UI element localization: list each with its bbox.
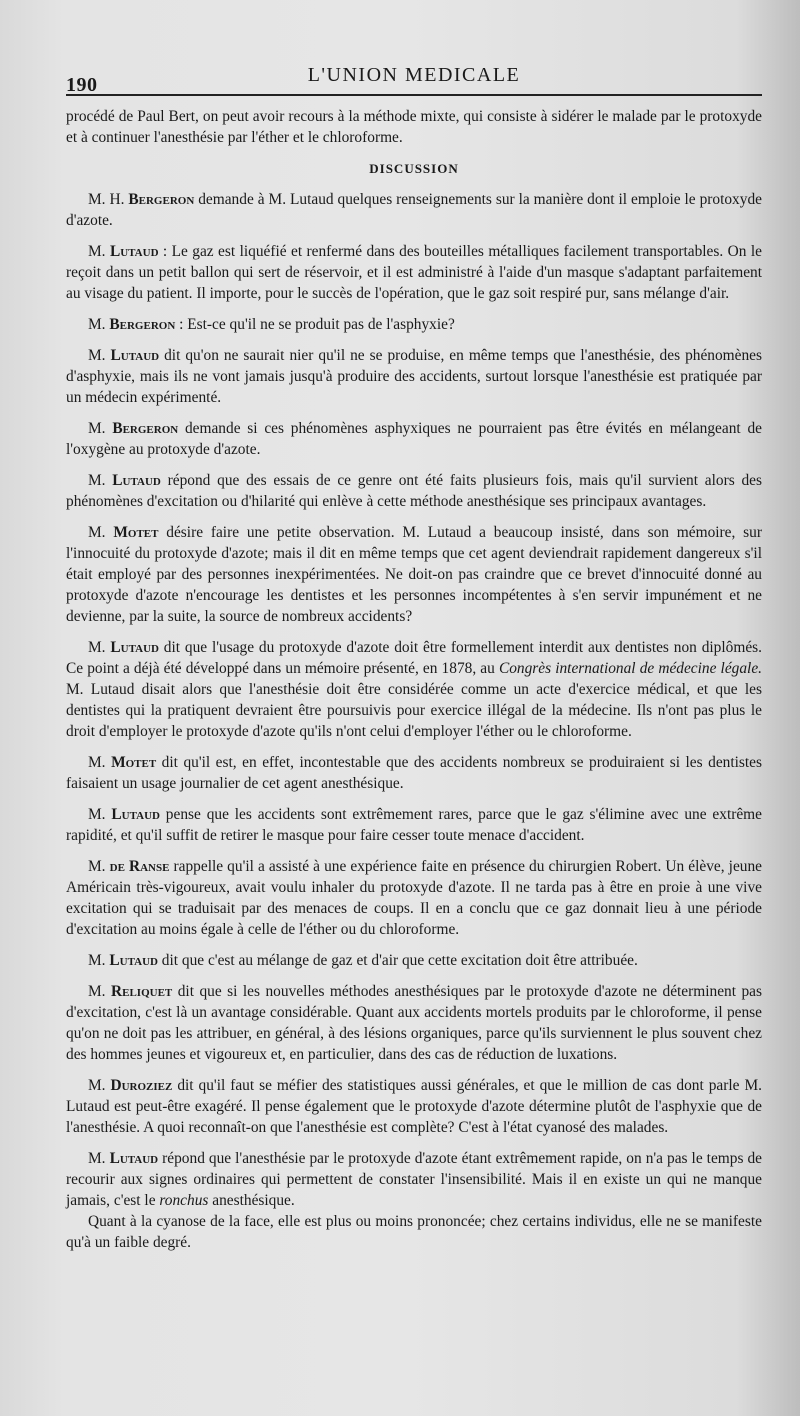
discussion-paragraph — [66, 189, 762, 231]
speaker-title: M. — [88, 472, 113, 489]
speaker-title: M. — [88, 952, 110, 969]
speaker-name: Bergeron — [109, 316, 176, 333]
italic-text: ronchus — [159, 1192, 209, 1209]
speaker-name: Duroziez — [110, 1077, 173, 1094]
paragraph-text: : Est-ce qu'il ne se produit pas de l'asphyxie? — [175, 316, 455, 333]
discussion-paragraph — [66, 856, 762, 940]
speaker-title: M. — [88, 858, 110, 875]
speaker-name: Bergeron — [112, 420, 179, 437]
journal-title: L'UNION MEDICALE — [307, 64, 521, 86]
paragraph-text: demande si ces phénomènes asphyxiques ne pourraient pas être évités en mélangeant de l'oxygène au protoxyde d'azote. — [66, 420, 762, 458]
speaker-title: M. — [88, 1150, 110, 1167]
italic-text: Congrès international de médecine légale. — [498, 660, 762, 677]
discussion — [66, 189, 762, 1211]
speaker-title: M. — [88, 983, 112, 1000]
section-heading: DISCUSSION — [369, 161, 459, 176]
speaker-name: Lutaud — [109, 1150, 159, 1167]
discussion-paragraph — [66, 470, 762, 512]
paragraph-text: : Le gaz est liquéfié et renfermé dans des bouteilles métalliques facilement transportables. On le reçoit dans un petit ballon qui sert de réservoir, et il est administré à l'aide d'un masque s'adaptant parfaitement au visage du patient. Il importe, pour le succès de l'opération, que le gaz soit respiré pur, sans mélange d'air. — [66, 243, 762, 302]
speaker-title: M. — [88, 1077, 111, 1094]
speaker-name: Lutaud — [109, 952, 158, 969]
paragraph-text: dit qu'il faut se méfier des statistiques aussi générales, et que le million de cas dont parle M. Lutaud est peut-être exagéré. Il pense également que le protoxyde d'azote détermine plutôt de l'asphyxie que de l'anesthésie. A quoi reconnaît-on que l'anesthésie est complète? C'est à l'état cyanosé des malades. — [66, 1077, 762, 1136]
speaker-title: M. — [88, 316, 110, 333]
paragraph-text: pense que les accidents sont extrêmement rares, parce que le gaz s'élimine avec une extrême rapidité, et qu'il suffit de retirer le masque pour faire cesser toute menace d'accident. — [66, 806, 762, 844]
speaker-name: Lutaud — [110, 347, 160, 364]
speaker-name: Motet — [113, 524, 159, 541]
closing-paragraph: Quant à la cyanose de la face, elle est plus ou moins prononcée; chez certains individus, elle ne se manifeste qu'à un faible degré. — [66, 1213, 762, 1251]
speaker-title: M. H. — [88, 191, 129, 208]
page-header — [66, 64, 762, 96]
discussion-paragraph — [66, 345, 762, 408]
discussion-paragraph — [66, 752, 762, 794]
paragraph-text: dit que si les nouvelles méthodes anesthésiques par le protoxyde d'azote ne déterminent pas d'excitation, c'est là un avantage considérable. Quant aux accidents mortels produits par le chloroforme, il pense qu'on ne doit pas les attribuer, en général, à des lésions organiques, parce qu'ils surviennent le plus souvent chez des hommes jeunes et vigoureux et, en particulier, dans des cas de réduction de luxations. — [66, 983, 762, 1063]
paragraph-text: dit qu'il est, en effet, incontestable que des accidents nombreux se produiraient si les dentistes faisaient un usage journalier de cet agent anesthésique. — [66, 754, 762, 792]
discussion-paragraph — [66, 314, 762, 335]
body-text — [66, 106, 762, 1253]
speaker-name: Bergeron — [128, 191, 195, 208]
paragraph-text: dit que l'usage du protoxyde d'azote doit être formellement interdit aux dentistes non diplômés. Ce point a déjà été développé dans un mémoire présenté, en 1878, au — [66, 639, 762, 677]
paragraph-text: dit que c'est au mélange de gaz et d'air que cette excitation doit être attribuée. — [157, 952, 638, 969]
speaker-name: Motet — [111, 754, 157, 771]
discussion-paragraph — [66, 522, 762, 627]
discussion-paragraph — [66, 804, 762, 846]
discussion-paragraph — [66, 981, 762, 1065]
speaker-title: M. — [88, 754, 112, 771]
speaker-name: Lutaud — [112, 472, 161, 489]
speaker-name: Lutaud — [110, 639, 159, 656]
discussion-paragraph — [66, 637, 762, 742]
paragraph-text: demande à M. Lutaud quelques renseignements sur la manière dont il emploie le protoxyde d'azote. — [66, 191, 762, 229]
paragraph-text: dit qu'on ne saurait nier qu'il ne se produise, en même temps que l'anesthésie, des phénomènes d'asphyxie, mais ils ne vont jamais jusqu'à produire des accidents, surtout lorsque l'anesthésie est pratiquée par un médecin expérimenté. — [66, 347, 762, 406]
paragraph-text-continued: anesthésique. — [208, 1192, 295, 1209]
discussion-paragraph — [66, 418, 762, 460]
discussion-paragraph — [66, 1075, 762, 1138]
speaker-title: M. — [88, 806, 112, 823]
paragraph-text: répond que l'anesthésie par le protoxyde d'azote étant extrêmement rapide, on n'a pas le temps de recourir aux signes ordinaires qui permettent de constater l'insensibilité. Mais il en existe un qui ne manque jamais, c'est le — [66, 1150, 762, 1209]
paragraph-text: rappelle qu'il a assisté à une expérience faite en présence du chirurgien Robert. Un élève, jeune Américain très-vigoureux, avait voulu inhaler du protoxyde d'azote. Il ne tarda pas à être en proie à une vive excitation qui se traduisait par des menaces de coups. Il en a conclu que ce gaz donnait lieu à une période d'excitation au moins égale à celle de l'éther ou du chloroforme. — [66, 858, 762, 938]
speaker-title: M. — [88, 243, 110, 260]
opening-paragraph: procédé de Paul Bert, on peut avoir recours à la méthode mixte, qui consiste à sidérer le malade par le protoxyde et à continuer l'anesthésie par l'éther et le chloroforme. — [66, 108, 762, 146]
paragraph-text-continued: M. Lutaud disait alors que l'anesthésie doit être considérée comme un acte d'exercice médical, et que les dentistes qui la pratiquent devraient être poursuivis pour exercice illégal de la médecine. Ils n'ont pas plus le droit d'employer le protoxyde d'azote qu'ils n'ont celui d'employer l'éther ou le chloroforme. — [66, 681, 762, 740]
paragraph-text: désire faire une petite observation. M. Lutaud a beaucoup insisté, dans son mémoire, sur l'innocuité du protoxyde d'azote; mais il dit en même temps que cet agent deviendrait rapidement dangereux s'il était employé par des personnes inexpérimentées. Ne doit-on pas craindre que ce brevet d'innocuité donné au protoxyde d'azote n'encourage les dentistes et les personnes incompétentes à s'en servir impunément et ne devienne, par la suite, la source de nombreux accidents? — [66, 524, 762, 625]
speaker-title: M. — [88, 639, 111, 656]
speaker-name: Lutaud — [109, 243, 159, 260]
discussion-paragraph — [66, 241, 762, 304]
speaker-title: M. — [88, 347, 111, 364]
discussion-paragraph — [66, 1148, 762, 1211]
speaker-name: Lutaud — [111, 806, 160, 823]
speaker-name: Reliquet — [111, 983, 173, 1000]
speaker-name: de Ranse — [109, 858, 170, 875]
discussion-paragraph — [66, 950, 762, 971]
paragraph-text: répond que des essais de ce genre ont été faits plusieurs fois, mais qu'il survient alors des phénomènes d'excitation ou d'hilarité qui enlève à cette méthode anesthésique ses principaux avantages. — [66, 472, 762, 510]
speaker-title: M. — [88, 420, 113, 437]
speaker-title: M. — [88, 524, 114, 541]
page-number: 190 — [66, 74, 98, 96]
